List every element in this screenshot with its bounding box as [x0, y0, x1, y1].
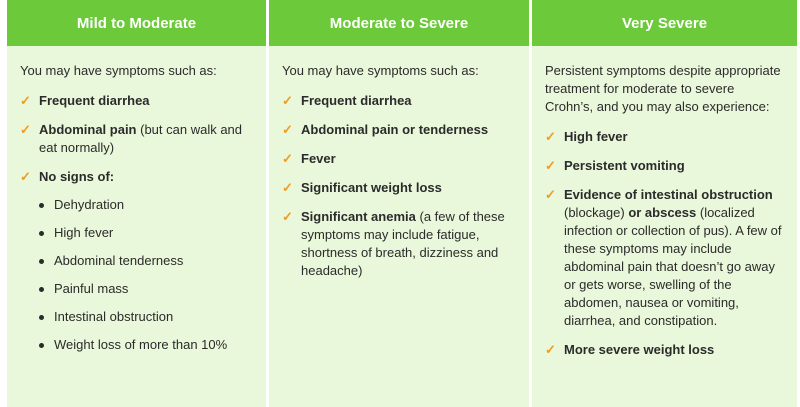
symptom-item: ✓ Significant weight loss	[282, 180, 442, 195]
checkmark-icon: ✓	[545, 129, 556, 144]
symptom-item: ✓ Evidence of intestinal obstruction (blockage) or abscess (localized infection or collection of pus). A few of these symptoms may include abdominal pain that doesn’t go away or gets worse, swelling of the abdomen, nausea or vomiting, diarrhea, and constipation.	[545, 187, 782, 328]
column-body	[532, 46, 797, 407]
checkmark-icon: ✓	[545, 187, 556, 202]
no-sign-item: Dehydration	[39, 196, 252, 214]
symptom-item: ✓ More severe weight loss	[545, 342, 715, 357]
checkmark-icon: ✓	[20, 122, 31, 137]
checkmark-icon: ✓	[282, 209, 293, 224]
checkmark-icon: ✓	[20, 93, 31, 108]
checkmark-icon: ✓	[282, 180, 293, 195]
checkmark-icon: ✓	[282, 93, 293, 108]
symptom-list	[20, 92, 252, 354]
column-mild-to-moderate	[7, 0, 266, 407]
column-header: Very Severe	[532, 0, 797, 46]
symptom-list	[282, 92, 515, 280]
column-body	[269, 46, 529, 407]
no-sign-item: Weight loss of more than 10%	[39, 336, 252, 354]
symptom-item: ✓ High fever	[545, 129, 628, 144]
symptom-item: ✓ Significant anemia (a few of these symptoms may include fatigue, shortness of breath, dizziness and headache)	[282, 209, 505, 278]
symptom-list	[545, 128, 783, 359]
column-very-severe	[532, 0, 797, 407]
no-signs-list	[39, 196, 252, 354]
checkmark-icon: ✓	[20, 169, 31, 184]
column-body	[7, 46, 266, 407]
checkmark-icon: ✓	[282, 122, 293, 137]
no-sign-item: Painful mass	[39, 280, 252, 298]
column-moderate-to-severe	[269, 0, 529, 407]
checkmark-icon: ✓	[545, 342, 556, 357]
no-sign-item: Abdominal tenderness	[39, 252, 252, 270]
checkmark-icon: ✓	[282, 151, 293, 166]
symptom-item: ✓ No signs of: Dehydration High fever Abdominal tenderness Painful mass Intestinal obstruction Weight loss of more than 10%	[20, 168, 252, 354]
symptom-item: ✓ Persistent vomiting	[545, 158, 685, 173]
symptom-item: ✓ Abdominal pain or tenderness	[282, 122, 489, 137]
column-header: Mild to Moderate	[7, 0, 266, 46]
no-sign-item: High fever	[39, 224, 252, 242]
no-sign-item: Intestinal obstruction	[39, 308, 252, 326]
symptom-item: ✓ Fever	[282, 151, 336, 166]
symptom-item: ✓ Abdominal pain (but can walk and eat normally)	[20, 122, 243, 155]
symptom-item: ✓ Frequent diarrhea	[282, 93, 412, 108]
column-intro: You may have symptoms such as:	[282, 63, 479, 78]
symptom-item: ✓ Frequent diarrhea	[20, 93, 150, 108]
column-intro: Persistent symptoms despite appropriate treatment for moderate to severe Crohn’s, and you may also experience:	[545, 63, 781, 114]
column-header: Moderate to Severe	[269, 0, 529, 46]
column-intro: You may have symptoms such as:	[20, 63, 217, 78]
checkmark-icon: ✓	[545, 158, 556, 173]
